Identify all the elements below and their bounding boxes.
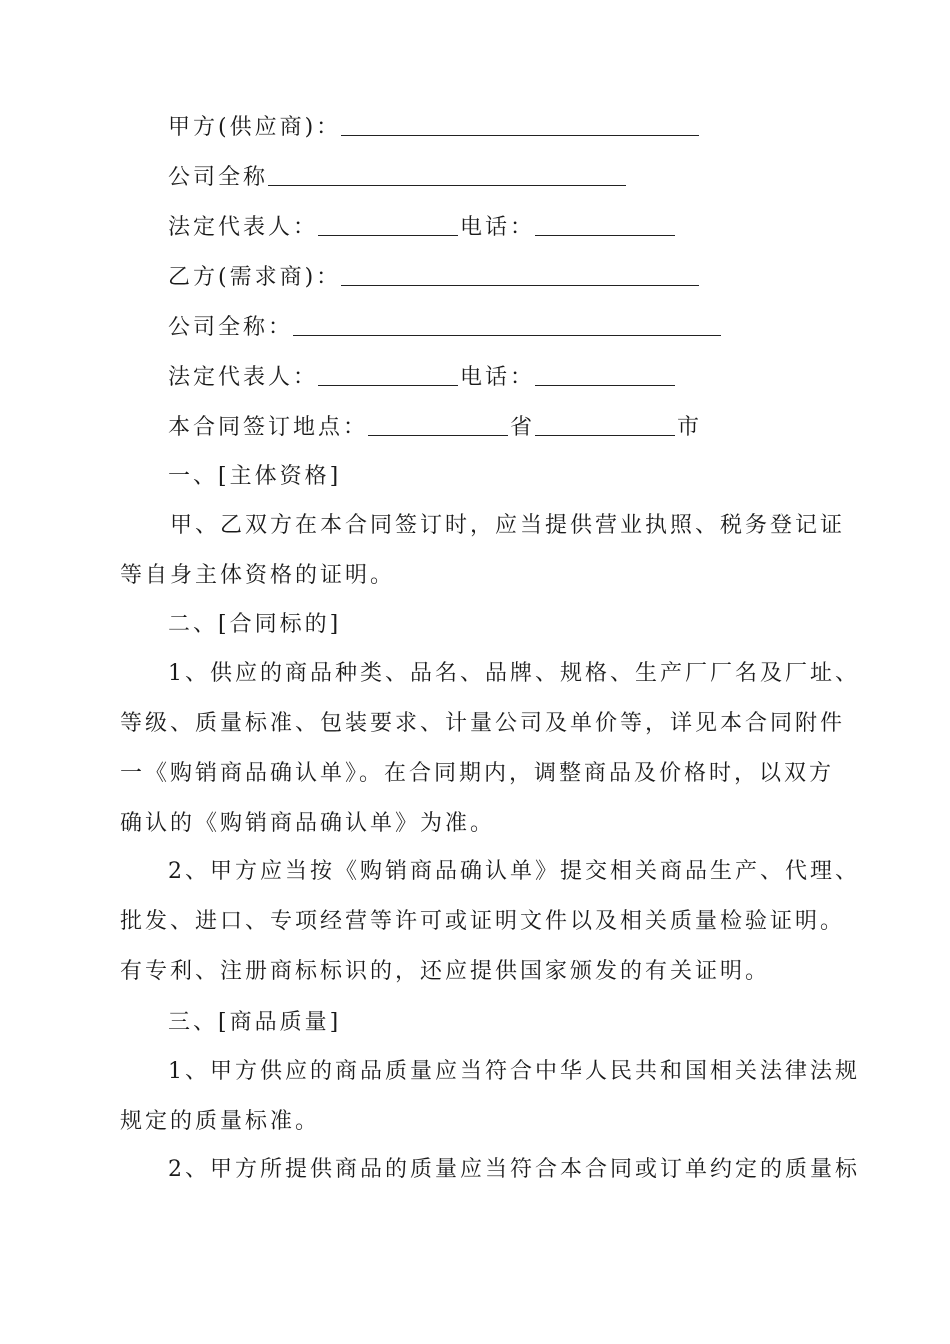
field-label: 公司全称： (168, 315, 294, 340)
section-heading: 三、[商品质量] (168, 1010, 342, 1035)
paragraph (120, 857, 860, 987)
paragraph (120, 511, 846, 591)
phone-label: 电话： (460, 365, 536, 390)
blank-line[interactable] (341, 265, 699, 286)
blank-line[interactable] (535, 215, 675, 236)
supplier-rep-field (168, 213, 677, 243)
blank-line[interactable] (341, 115, 699, 136)
buyer-field (168, 263, 701, 293)
field-label: 法定代表人： (168, 215, 319, 240)
city-label: 市 (677, 415, 703, 440)
buyer-company-field (168, 313, 723, 343)
paragraph (120, 1057, 860, 1137)
text-line: 规定的质量标准。 (120, 1109, 321, 1134)
text-line: 有专利、注册商标标识的，还应提供国家颁发的有关证明。 (120, 959, 771, 984)
field-label: 本合同签订地点： (168, 415, 369, 440)
text-line: 1、供应的商品种类、品名、品牌、规格、生产厂厂名及厂址、 (168, 661, 860, 686)
blank-line[interactable] (293, 315, 721, 336)
supplier-company-field (168, 163, 628, 193)
blank-line[interactable] (535, 365, 675, 386)
text-line: 甲、乙双方在本合同签订时，应当提供营业执照、税务登记证 (170, 513, 846, 538)
text-line: 1、甲方供应的商品质量应当符合中华人民共和国相关法律法规 (168, 1059, 860, 1084)
field-label: 公司全称 (168, 165, 269, 190)
field-label: 甲方(供应商)： (168, 115, 342, 140)
text-line: 等级、质量标准、包装要求、计量公司及单价等，详见本合同附件 (120, 711, 846, 736)
supplier-field (168, 113, 701, 143)
phone-label: 电话： (460, 215, 536, 240)
blank-line[interactable] (318, 365, 458, 386)
text-line: 确认的《购销商品确认单》为准。 (120, 811, 496, 836)
field-label: 法定代表人： (168, 365, 319, 390)
text-line: 批发、进口、专项经营等许可或证明文件以及相关质量检验证明。 (120, 909, 846, 934)
blank-line[interactable] (535, 415, 675, 436)
blank-line[interactable] (368, 415, 508, 436)
text-line: 等自身主体资格的证明。 (120, 563, 396, 588)
section-heading: 一、[主体资格] (168, 464, 342, 489)
buyer-rep-field (168, 363, 677, 393)
paragraph (120, 659, 860, 839)
blank-line[interactable] (318, 215, 458, 236)
text-line: 一《购销商品确认单》。在合同期内，调整商品及价格时，以双方 (120, 761, 835, 786)
text-line: 2、甲方应当按《购销商品确认单》提交相关商品生产、代理、 (168, 859, 860, 884)
paragraph (120, 1155, 860, 1185)
text-line: 2、甲方所提供商品的质量应当符合本合同或订单约定的质量标 (168, 1157, 860, 1182)
province-label: 省 (510, 415, 536, 440)
signing-location-field (168, 413, 702, 443)
blank-line[interactable] (268, 165, 626, 186)
section-heading: 二、[合同标的] (168, 612, 342, 637)
field-label: 乙方(需求商)： (168, 265, 342, 290)
